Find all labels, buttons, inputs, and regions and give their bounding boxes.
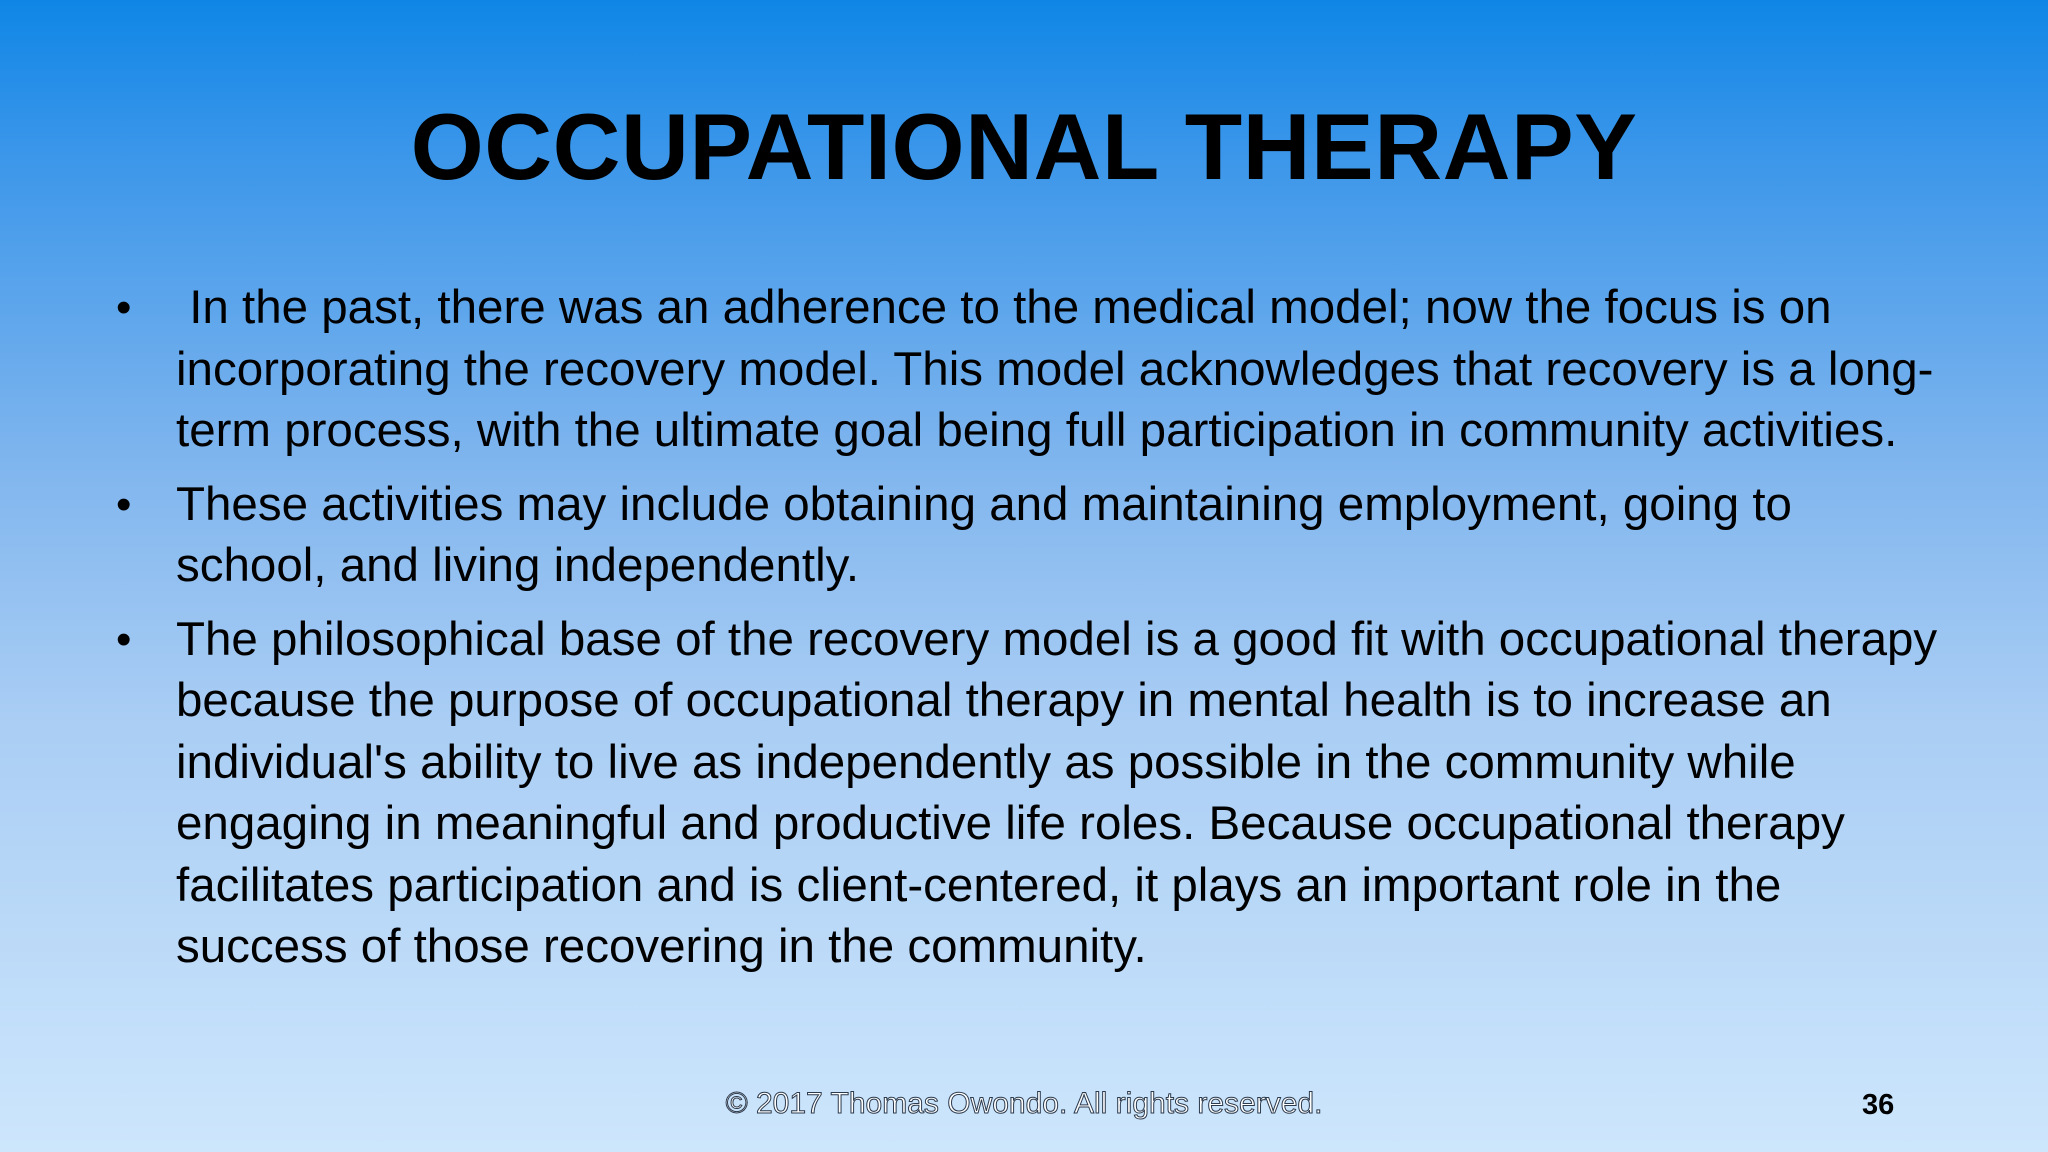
bullet-text: The philosophical base of the recovery model is a good fit with occupational therapy because the purpose of occupational therapy in mental health is to increase an individual's ability to live as independently as possible in the community while engaging in meaningful and productive life roles. Because occupational therapy facilitates participation and is client-centered, it plays an important role in the success of those recovering in the community. xyxy=(176,612,1938,973)
bullet-text: These activities may include obtaining and maintaining employment, going to school, and living independently. xyxy=(176,477,1792,592)
bullet-item xyxy=(110,277,1940,462)
bullet-marker: • xyxy=(116,479,132,529)
bullet-marker: • xyxy=(116,614,132,664)
bullet-marker: • xyxy=(116,283,132,332)
bullet-text: In the past, there was an adherence to the medical model; now the focus is on incorporating the recovery model. This model acknowledges that recovery is a long-term process, with the ultimate goal being full participation in community activities. xyxy=(176,281,1934,457)
page-number: 36 xyxy=(1862,1089,1895,1121)
bullet-list xyxy=(110,277,1940,990)
bullet-item xyxy=(110,609,1940,978)
copyright-footer: © 2017 Thomas Owondo. All rights reserved. xyxy=(725,1087,1323,1120)
slide-title: OCCUPATIONAL THERAPY xyxy=(410,94,1638,199)
bullet-item xyxy=(110,474,1940,597)
